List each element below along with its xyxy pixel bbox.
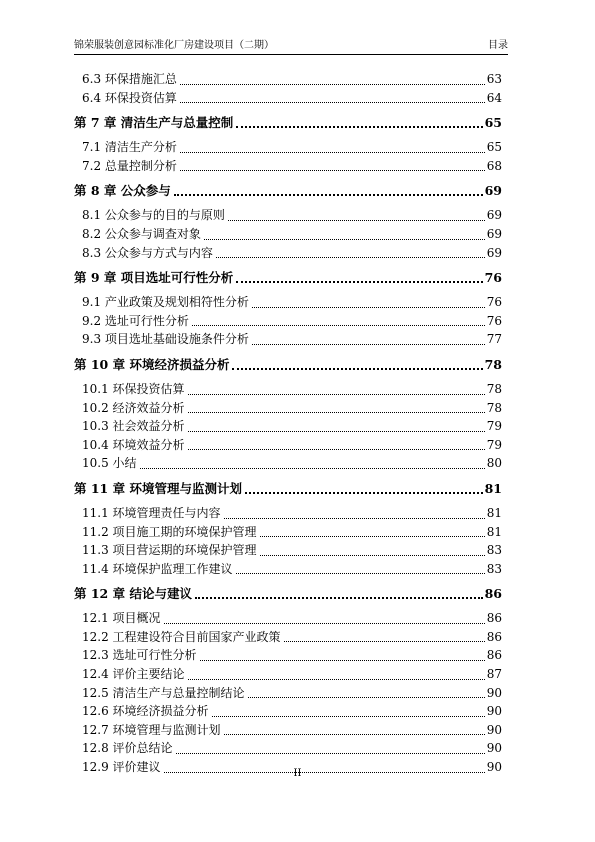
- toc-dot-leader: [216, 256, 485, 258]
- toc-entry-title: 12.4 评价主要结论: [82, 667, 185, 682]
- toc-entry-page-number: 86: [486, 611, 502, 626]
- toc-dot-leader: [252, 343, 485, 345]
- toc-entry-page-number: 86: [486, 648, 502, 663]
- toc-section-entry[interactable]: [74, 541, 502, 560]
- toc-section-entry[interactable]: [74, 70, 502, 89]
- toc-entry-page-number: 80: [486, 456, 502, 471]
- toc-section-entry[interactable]: [74, 244, 502, 263]
- toc-entry-title: 11.2 项目施工期的环境保护管理: [82, 524, 257, 539]
- toc-dot-leader: [174, 193, 483, 196]
- toc-section-entry[interactable]: [74, 206, 502, 225]
- toc-entry-page-number: 69: [486, 245, 502, 260]
- toc-entry-title: 9.1 产业政策及规划相符性分析: [82, 295, 249, 310]
- toc-chapter-entry[interactable]: [74, 584, 502, 603]
- toc-dot-leader: [212, 715, 485, 717]
- toc-entry-page-number: 69: [484, 183, 502, 199]
- toc-dot-leader: [228, 219, 485, 221]
- toc-entry-page-number: 86: [486, 629, 502, 644]
- toc-dot-leader: [224, 733, 485, 735]
- page-number: II: [293, 768, 302, 779]
- toc-entry-title: 9.2 选址可行性分析: [82, 313, 189, 328]
- toc-entry-title: 10.5 小结: [82, 456, 137, 471]
- toc-dot-leader: [204, 238, 485, 240]
- toc-entry-page-number: 78: [484, 356, 502, 372]
- toc-entry-page-number: 86: [484, 586, 502, 602]
- toc-entry-title: 第 10 章 环境经济损益分析: [74, 356, 230, 372]
- toc-section-entry[interactable]: [74, 330, 502, 349]
- toc-entry-title: 第 12 章 结论与建议: [74, 586, 192, 602]
- toc-entry-title: 12.2 工程建设符合目前国家产业政策: [82, 629, 281, 644]
- toc-entry-title: 7.2 总量控制分析: [82, 158, 177, 173]
- toc-dot-leader: [248, 696, 485, 698]
- toc-dot-leader: [180, 169, 485, 171]
- toc-section-entry[interactable]: [74, 646, 502, 665]
- toc-dot-leader: [236, 280, 482, 283]
- header-document-title: 锦荣服装创意园标准化厂房建设项目（二期）: [74, 40, 274, 51]
- toc-entry-title: 12.3 选址可行性分析: [82, 648, 197, 663]
- toc-entry-title: 12.9 评价建议: [82, 760, 161, 775]
- toc-entry-title: 7.1 清洁生产分析: [82, 140, 177, 155]
- toc-entry-title: 12.6 环境经济损益分析: [82, 704, 209, 719]
- toc-dot-leader: [236, 572, 485, 574]
- toc-section-entry[interactable]: [74, 721, 502, 740]
- toc-dot-leader: [180, 151, 485, 153]
- toc-entry-page-number: 77: [486, 332, 502, 347]
- header-section-label: 目录: [488, 40, 508, 51]
- toc-entry-title: 11.4 环境保护监理工作建议: [82, 561, 233, 576]
- toc-section-entry[interactable]: [74, 380, 502, 399]
- toc-entry-title: 第 8 章 公众参与: [74, 183, 171, 199]
- toc-entry-page-number: 90: [486, 704, 502, 719]
- toc-section-entry[interactable]: [74, 312, 502, 331]
- toc-dot-leader: [245, 491, 483, 494]
- toc-dot-leader: [188, 678, 485, 680]
- toc-section-entry[interactable]: [74, 609, 502, 628]
- toc-chapter-entry[interactable]: [74, 479, 502, 498]
- toc-entry-title: 8.1 公众参与的目的与原则: [82, 208, 225, 223]
- toc-dot-leader: [188, 393, 485, 395]
- toc-entry-title: 12.7 环境管理与监测计划: [82, 722, 221, 737]
- toc-dot-leader: [232, 367, 482, 370]
- toc-dot-leader: [260, 554, 485, 556]
- toc-section-entry[interactable]: [74, 523, 502, 542]
- toc-section-entry[interactable]: [74, 560, 502, 579]
- toc-chapter-entry[interactable]: [74, 181, 502, 200]
- toc-entry-title: 9.3 项目选址基础设施条件分析: [82, 332, 249, 347]
- toc-entry-page-number: 65: [486, 140, 502, 155]
- toc-dot-leader: [260, 535, 485, 537]
- toc-entry-title: 12.1 项目概况: [82, 611, 161, 626]
- toc-entry-title: 12.5 清洁生产与总量控制结论: [82, 685, 245, 700]
- toc-section-entry[interactable]: [74, 399, 502, 418]
- table-of-contents: [74, 70, 502, 777]
- toc-entry-page-number: 87: [486, 667, 502, 682]
- toc-entry-page-number: 79: [486, 419, 502, 434]
- toc-entry-page-number: 69: [486, 208, 502, 223]
- toc-section-entry[interactable]: [74, 417, 502, 436]
- toc-entry-page-number: 76: [484, 270, 502, 286]
- toc-dot-leader: [192, 324, 485, 326]
- toc-entry-title: 8.2 公众参与调查对象: [82, 226, 201, 241]
- toc-entry-title: 11.3 项目营运期的环境保护管理: [82, 543, 257, 558]
- toc-entry-page-number: 90: [486, 760, 502, 775]
- toc-entry-title: 第 7 章 清洁生产与总量控制: [74, 115, 234, 131]
- toc-entry-page-number: 76: [486, 313, 502, 328]
- toc-entry-page-number: 63: [486, 72, 502, 86]
- page-header: [74, 38, 508, 55]
- toc-chapter-entry[interactable]: [74, 113, 502, 132]
- toc-dot-leader: [164, 622, 485, 624]
- toc-entry-page-number: 69: [486, 226, 502, 241]
- toc-dot-leader: [180, 101, 485, 103]
- toc-entry-page-number: 81: [486, 524, 502, 539]
- toc-entry-title: 第 11 章 环境管理与监测计划: [74, 480, 242, 496]
- toc-section-entry[interactable]: [74, 138, 502, 157]
- toc-entry-page-number: 90: [486, 741, 502, 756]
- toc-entry-page-number: 81: [486, 505, 502, 520]
- toc-entry-title: 8.3 公众参与方式与内容: [82, 245, 213, 260]
- toc-entry-title: 6.4 环保投资估算: [82, 90, 177, 105]
- toc-section-entry[interactable]: [74, 628, 502, 647]
- toc-entry-page-number: 90: [486, 685, 502, 700]
- toc-section-entry[interactable]: [74, 225, 502, 244]
- toc-dot-leader: [140, 467, 485, 469]
- toc-entry-page-number: 81: [484, 480, 502, 496]
- toc-section-entry[interactable]: [74, 436, 502, 455]
- toc-entry-page-number: 76: [486, 295, 502, 310]
- toc-chapter-entry[interactable]: [74, 268, 502, 287]
- toc-dot-leader: [236, 125, 482, 128]
- toc-entry-title: 12.8 评价总结论: [82, 741, 173, 756]
- toc-entry-title: 11.1 环境管理责任与内容: [82, 505, 221, 520]
- toc-dot-leader: [176, 752, 485, 754]
- toc-dot-leader: [252, 306, 485, 308]
- toc-dot-leader: [200, 659, 485, 661]
- toc-entry-title: 10.4 环境效益分析: [82, 437, 185, 452]
- toc-section-entry[interactable]: [74, 504, 502, 523]
- toc-section-entry[interactable]: [74, 157, 502, 176]
- toc-entry-page-number: 90: [486, 722, 502, 737]
- toc-entry-page-number: 79: [486, 437, 502, 452]
- toc-entry-page-number: 68: [486, 158, 502, 173]
- toc-section-entry[interactable]: [74, 665, 502, 684]
- toc-entry-page-number: 83: [486, 561, 502, 576]
- toc-entry-page-number: 65: [484, 115, 502, 131]
- toc-entry-title: 10.2 经济效益分析: [82, 400, 185, 415]
- toc-section-entry[interactable]: [74, 454, 502, 473]
- toc-dot-leader: [188, 430, 485, 432]
- toc-entry-page-number: 83: [486, 543, 502, 558]
- toc-section-entry[interactable]: [74, 702, 502, 721]
- toc-dot-leader: [284, 640, 485, 642]
- toc-dot-leader: [180, 83, 485, 85]
- toc-entry-title: 10.1 环保投资估算: [82, 381, 185, 396]
- toc-entry-page-number: 78: [486, 400, 502, 415]
- toc-section-entry[interactable]: [74, 684, 502, 703]
- toc-entry-title: 6.3 环保措施汇总: [82, 72, 177, 86]
- toc-chapter-entry[interactable]: [74, 355, 502, 374]
- toc-dot-leader: [188, 411, 485, 413]
- toc-entry-title: 10.3 社会效益分析: [82, 419, 185, 434]
- toc-dot-leader: [188, 448, 485, 450]
- toc-section-entry[interactable]: [74, 293, 502, 312]
- toc-section-entry[interactable]: [74, 89, 502, 108]
- toc-entry-page-number: 64: [486, 90, 502, 105]
- toc-section-entry[interactable]: [74, 739, 502, 758]
- toc-dot-leader: [224, 517, 485, 519]
- toc-entry-title: 第 9 章 项目选址可行性分析: [74, 270, 234, 286]
- toc-entry-page-number: 78: [486, 381, 502, 396]
- toc-dot-leader: [195, 596, 483, 599]
